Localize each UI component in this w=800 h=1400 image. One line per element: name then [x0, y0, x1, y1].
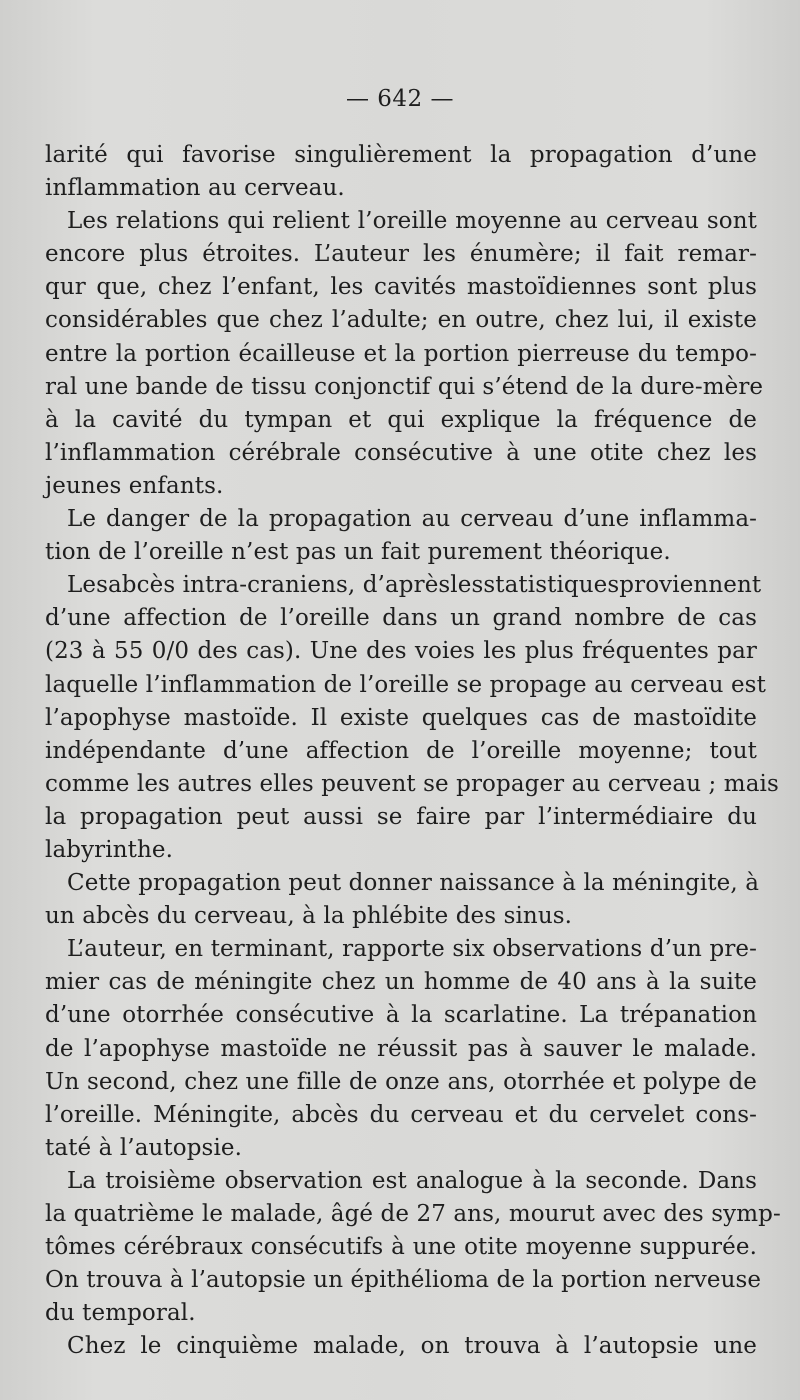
text-line: tômes cérébraux consécutifs à une otite moyenne suppurée. — [45, 1234, 757, 1261]
text-line: jeunes enfants. — [45, 472, 224, 499]
text-line: de l’apophyse mastoïde ne réussit pas à sauver le malade. — [45, 1035, 757, 1062]
text-line: Les relations qui relient l’oreille moyenne au cerveau sont — [67, 208, 757, 235]
text-line: l’inflammation cérébrale consécutive à une otite chez les — [45, 439, 757, 466]
text-line: On trouva à l’autopsie un épithélioma de la portion nerveuse — [45, 1267, 762, 1294]
page-number: — 642 — — [345, 86, 455, 112]
text-line: un abcès du cerveau, à la phlébite des sinus. — [45, 903, 573, 930]
text-line: La troisième observation est analogue à la seconde. Dans — [67, 1167, 757, 1194]
text-line: labyrinthe. — [45, 836, 174, 863]
text-line: d’une otorrhée consécutive à la scarlatine. La trépanation — [45, 1002, 757, 1029]
text-line: Cette propagation peut donner naissance à la méningite, à — [67, 870, 760, 897]
text-line: Lesabcès intra-craniens, d’aprèslesstatistiquesproviennent — [67, 572, 762, 599]
text-line: laquelle l’inflammation de l’oreille se propage au cerveau est — [45, 671, 766, 698]
text-line: l’oreille. Méningite, abcès du cerveau et du cervelet cons- — [45, 1101, 757, 1128]
text-line: L’auteur, en terminant, rapporte six observations d’un pre- — [67, 936, 757, 963]
text-line: considérables que chez l’adulte; en outre, chez lui, il existe — [45, 307, 757, 334]
text-line: Le danger de la propagation au cerveau d’une inflamma- — [67, 506, 757, 533]
text-line: la propagation peut aussi se faire par l’intermédiaire du — [45, 803, 757, 830]
text-line: à la cavité du tympan et qui explique la fréquence de — [45, 406, 757, 433]
text-line: tion de l’oreille n’est pas un fait purement théorique. — [45, 539, 671, 566]
text-line: d’une affection de l’oreille dans un grand nombre de cas — [45, 605, 757, 632]
text-line: comme les autres elles peuvent se propager au cerveau ; mais — [45, 770, 779, 797]
text-line: inflammation au cerveau. — [45, 175, 345, 202]
text-line: larité qui favorise singulièrement la propagation d’une — [45, 142, 757, 168]
text-line: Chez le cinquième malade, on trouva à l’autopsie une — [67, 1333, 757, 1360]
text-line: taté à l’autopsie. — [45, 1134, 243, 1161]
text-line: mier cas de méningite chez un homme de 40 ans à la suite — [45, 969, 757, 996]
text-line: entre la portion écailleuse et la portion pierreuse du tempo- — [45, 340, 757, 367]
text-line: qur que, chez l’enfant, les cavités mastoïdiennes sont plus — [45, 274, 757, 301]
body-text — [45, 139, 781, 1363]
text-line: la quatrième le malade, âgé de 27 ans, mourut avec des symp- — [45, 1201, 781, 1227]
text-line: (23 à 55 0/0 des cas). Une des voies les plus fréquentes par — [45, 638, 757, 665]
text-line: ral une bande de tissu conjonctif qui s’étend de la dure-mère — [45, 373, 764, 400]
text-line: Un second, chez une fille de onze ans, otorrhée et polype de — [45, 1068, 757, 1095]
text-line: indépendante d’une affection de l’oreille moyenne; tout — [45, 737, 757, 764]
text-line: encore plus étroites. L’auteur les énumère; il fait remar- — [45, 241, 757, 268]
text-line: l’apophyse mastoïde. Il existe quelques cas de mastoïdite — [45, 704, 757, 731]
text-line: du temporal. — [45, 1300, 196, 1327]
